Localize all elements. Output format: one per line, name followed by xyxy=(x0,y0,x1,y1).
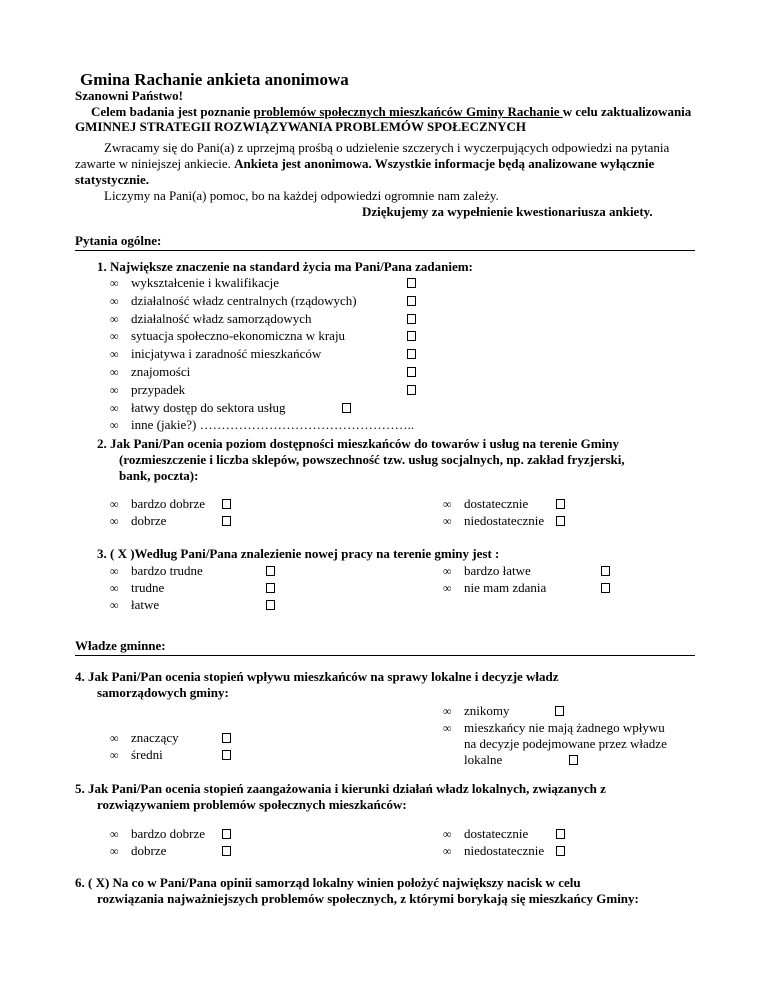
checkbox[interactable] xyxy=(342,403,351,413)
bullet-icon: ∞ xyxy=(110,581,119,595)
option-label: bardzo dobrze xyxy=(131,826,205,841)
strategy-name: GMINNEJ STRATEGII ROZWIĄZYWANIA PROBLEMÓW SPOŁECZNYCH xyxy=(75,119,526,134)
option-label: wykształcenie i kwalifikacje xyxy=(131,275,279,290)
checkbox[interactable] xyxy=(555,706,564,716)
question-2-line-3: bank, poczta): xyxy=(119,468,199,483)
bullet-icon: ∞ xyxy=(443,721,452,735)
bullet-icon: ∞ xyxy=(110,347,119,361)
option-label: średni xyxy=(131,747,163,762)
bullet-icon: ∞ xyxy=(443,514,452,528)
greeting: Szanowni Państwo! xyxy=(75,88,183,103)
option-label: łatwy dostęp do sektora usług xyxy=(131,400,286,415)
bullet-icon: ∞ xyxy=(443,564,452,578)
bullet-icon: ∞ xyxy=(110,598,119,612)
bullet-icon: ∞ xyxy=(110,844,119,858)
checkbox[interactable] xyxy=(266,566,275,576)
question-5-line-1: 5. Jak Pani/Pan ocenia stopień zaangażowania i kierunki działań władz lokalnych, związanych z xyxy=(75,781,606,796)
checkbox[interactable] xyxy=(407,296,416,306)
option-label-continued: na decyzje podejmowane przez władze xyxy=(464,736,667,751)
option-label: niedostatecznie xyxy=(464,843,545,858)
checkbox[interactable] xyxy=(407,278,416,288)
checkbox[interactable] xyxy=(407,349,416,359)
request-text-a: zawarte w niniejszej ankiecie. xyxy=(75,156,235,171)
bullet-icon: ∞ xyxy=(110,329,119,343)
question-4-line-2: samorządowych gminy: xyxy=(97,685,229,700)
bullet-icon: ∞ xyxy=(443,497,452,511)
checkbox[interactable] xyxy=(556,516,565,526)
purpose-text-a: Celem badania jest poznanie xyxy=(91,104,254,119)
option-label: inicjatywa i zaradność mieszkańców xyxy=(131,346,322,361)
bullet-icon: ∞ xyxy=(110,514,119,528)
option-label: dostatecznie xyxy=(464,496,529,511)
option-label: bardzo dobrze xyxy=(131,496,205,511)
option-label: działalność władz centralnych (rządowych) xyxy=(131,293,357,308)
bullet-icon: ∞ xyxy=(110,365,119,379)
purpose-text-c: w celu zaktualizowania xyxy=(562,104,692,119)
option-label: dostatecznie xyxy=(464,826,529,841)
anonymity-note: Ankieta jest anonimowa. Wszystkie informacje będą analizowane wyłącznie xyxy=(234,156,655,171)
bullet-icon: ∞ xyxy=(110,276,119,290)
option-label: trudne xyxy=(131,580,165,595)
help-line: Liczymy na Pani(a) pomoc, bo na każdej odpowiedzi ogromnie nam zależy. xyxy=(104,188,499,203)
request-line-3: statystycznie. xyxy=(75,172,150,187)
bullet-icon: ∞ xyxy=(110,564,119,578)
checkbox[interactable] xyxy=(222,750,231,760)
request-line-2 xyxy=(75,156,654,172)
request-line-1: Zwracamy się do Pani(a) z uprzejmą prośbą o udzielenie szczerych i wyczerpujących odpowiedzi na pytania xyxy=(104,140,670,155)
page-title: Gmina Rachanie ankieta anonimowa xyxy=(80,70,349,89)
question-3: 3. ( X )Według Pani/Pana znalezienie nowej pracy na terenie gminy jest : xyxy=(97,546,500,561)
option-label-continued: lokalne xyxy=(464,752,503,767)
checkbox[interactable] xyxy=(266,583,275,593)
bullet-icon: ∞ xyxy=(110,418,119,432)
option-label: znaczący xyxy=(131,730,179,745)
option-label: sytuacja społeczno-ekonomiczna w kraju xyxy=(131,328,346,343)
option-label: niedostatecznie xyxy=(464,513,545,528)
option-label: dobrze xyxy=(131,513,167,528)
bullet-icon: ∞ xyxy=(110,731,119,745)
bullet-icon: ∞ xyxy=(110,827,119,841)
bullet-icon: ∞ xyxy=(443,704,452,718)
option-label: dobrze xyxy=(131,843,167,858)
checkbox[interactable] xyxy=(569,755,578,765)
option-label: łatwe xyxy=(131,597,160,612)
checkbox[interactable] xyxy=(222,733,231,743)
bullet-icon: ∞ xyxy=(110,312,119,326)
section-divider xyxy=(75,655,695,656)
checkbox[interactable] xyxy=(556,499,565,509)
section-authorities-heading: Władze gminne: xyxy=(75,638,166,653)
checkbox[interactable] xyxy=(556,846,565,856)
option-label: mieszkańcy nie mają żadnego wpływu xyxy=(464,720,665,735)
checkbox[interactable] xyxy=(601,583,610,593)
option-label: znikomy xyxy=(464,703,510,718)
checkbox[interactable] xyxy=(222,829,231,839)
checkbox[interactable] xyxy=(222,516,231,526)
bullet-icon: ∞ xyxy=(110,294,119,308)
section-general-heading: Pytania ogólne: xyxy=(75,233,162,248)
option-label: bardzo trudne xyxy=(131,563,203,578)
checkbox[interactable] xyxy=(407,367,416,377)
question-6-line-1: 6. ( X) Na co w Pani/Pana opinii samorząd lokalny winien położyć największy nacisk w celu xyxy=(75,875,581,890)
purpose-line xyxy=(91,104,691,120)
bullet-icon: ∞ xyxy=(443,581,452,595)
section-divider xyxy=(75,250,695,251)
checkbox[interactable] xyxy=(222,499,231,509)
bullet-icon: ∞ xyxy=(110,748,119,762)
bullet-icon: ∞ xyxy=(110,383,119,397)
question-6-line-2: rozwiązania najważniejszych problemów społecznych, z którymi borykają się mieszkańcy Gminy: xyxy=(97,891,639,906)
purpose-text-b: problemów społecznych mieszkańców Gminy Rachanie xyxy=(253,104,563,119)
option-label: inne (jakie?) ………………………………………….. xyxy=(131,417,415,432)
option-label: przypadek xyxy=(131,382,186,397)
checkbox[interactable] xyxy=(407,314,416,324)
checkbox[interactable] xyxy=(407,385,416,395)
checkbox[interactable] xyxy=(601,566,610,576)
checkbox[interactable] xyxy=(407,331,416,341)
option-label: działalność władz samorządowych xyxy=(131,311,312,326)
bullet-icon: ∞ xyxy=(110,497,119,511)
question-2-line-1: 2. Jak Pani/Pan ocenia poziom dostępności mieszkańców do towarów i usług na terenie Gminy xyxy=(97,436,619,451)
bullet-icon: ∞ xyxy=(110,401,119,415)
option-label: znajomości xyxy=(131,364,191,379)
option-label: nie mam zdania xyxy=(464,580,547,595)
thanks-line: Dziękujemy za wypełnienie kwestionariusza ankiety. xyxy=(362,204,653,219)
bullet-icon: ∞ xyxy=(443,844,452,858)
question-4-line-1: 4. Jak Pani/Pan ocenia stopień wpływu mieszkańców na sprawy lokalne i decyzje władz xyxy=(75,669,559,684)
option-label: bardzo łatwe xyxy=(464,563,531,578)
checkbox[interactable] xyxy=(266,600,275,610)
checkbox[interactable] xyxy=(222,846,231,856)
checkbox[interactable] xyxy=(556,829,565,839)
bullet-icon: ∞ xyxy=(443,827,452,841)
question-1: 1. Największe znaczenie na standard życia ma Pani/Pana zadaniem: xyxy=(97,259,473,274)
question-5-line-2: rozwiązywaniem problemów społecznych mieszkańców: xyxy=(97,797,407,812)
question-2-line-2: (rozmieszczenie i liczba sklepów, powszechność tzw. usług socjalnych, np. zakład fryzjerski, xyxy=(119,452,625,467)
